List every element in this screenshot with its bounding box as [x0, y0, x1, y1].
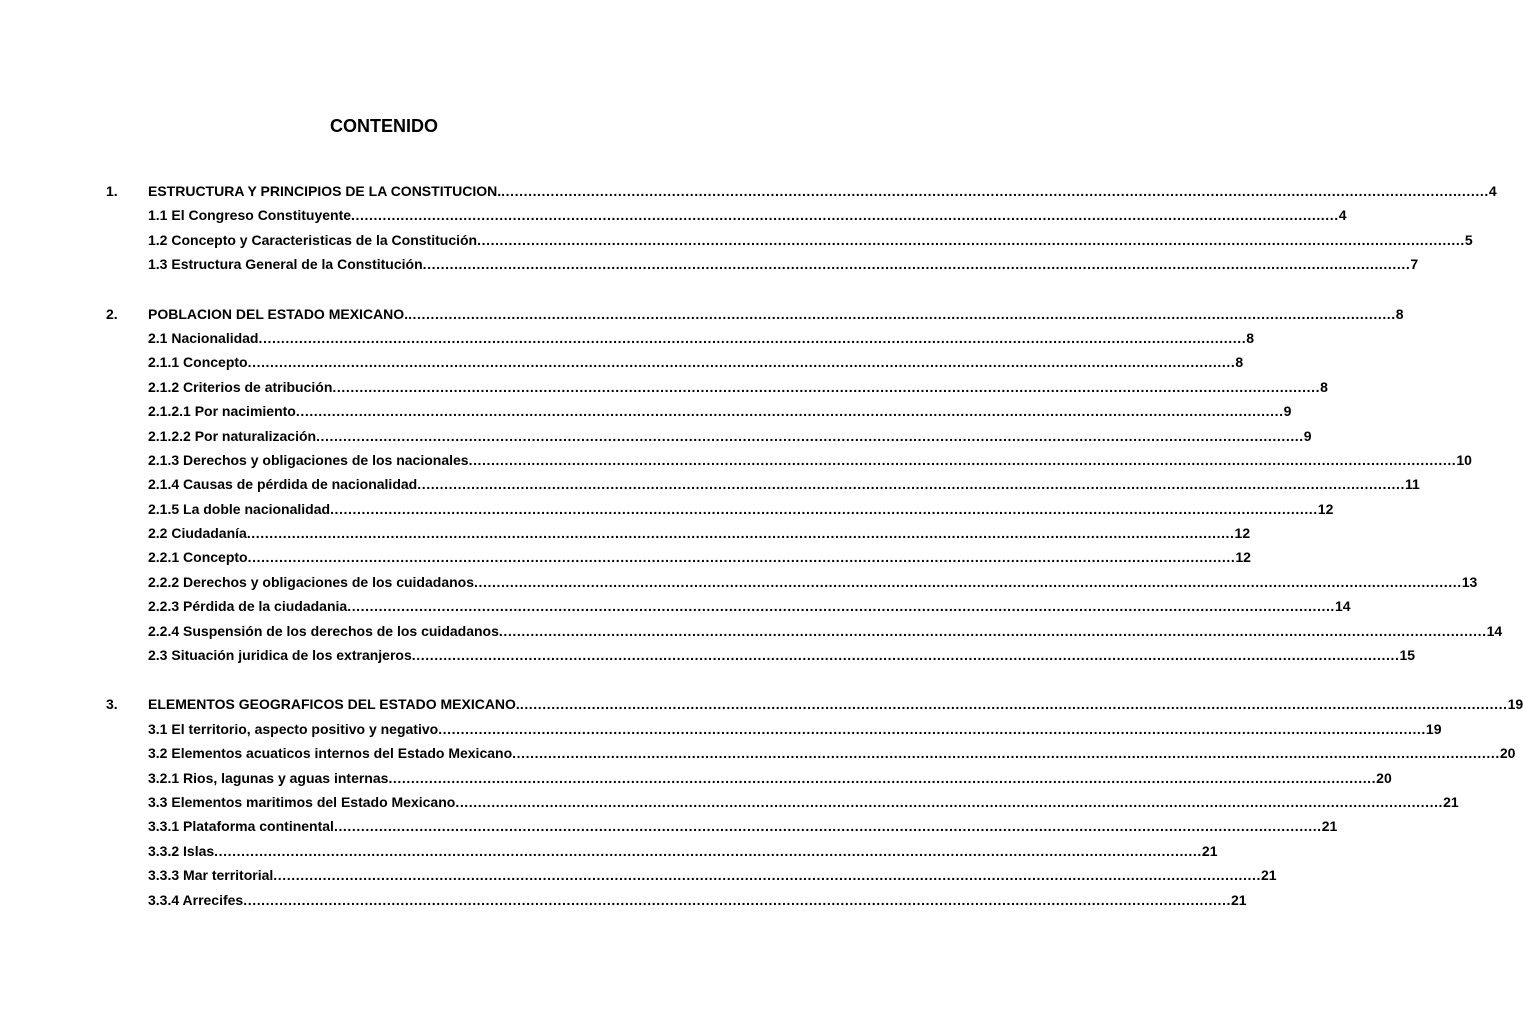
page-number: 15: [1399, 647, 1416, 664]
toc-section-heading: [106, 183, 1497, 207]
dot-leader: ............................................................................................................................................................................................................................: [332, 378, 1321, 395]
toc-entry: [106, 476, 1420, 500]
page-number: 9: [1283, 403, 1292, 420]
entry-label: POBLACION DEL ESTADO MEXICANO.: [148, 305, 409, 322]
entry-label: 2.1.5 La doble nacionalidad: [148, 500, 331, 517]
toc-entry: [106, 720, 1442, 745]
page-number: 8: [1320, 378, 1328, 395]
dot-leader: ............................................................................................................................................................................................................................: [411, 647, 1400, 664]
toc-entry: [106, 403, 1292, 427]
page-number: 8: [1246, 329, 1255, 346]
page-number: 20: [1499, 745, 1516, 762]
entry-label: 1.2 Concepto y Caracteristicas de la Constitución: [148, 231, 478, 248]
section-number: 3.: [106, 696, 118, 713]
toc-entry: [106, 427, 1312, 452]
toc-entry: [106, 867, 1277, 891]
entry-label: 3.3 Elementos maritimos del Estado Mexicano: [148, 793, 456, 810]
toc-entry: [106, 451, 1472, 476]
toc-entry: [106, 256, 1419, 280]
entry-label: 2.2.2 Derechos y obligaciones de los cuidadanos: [148, 573, 474, 590]
dot-leader: ............................................................................................................................................................................................................................: [408, 305, 1396, 322]
page-number: 14: [1334, 598, 1351, 615]
dot-leader: ............................................................................................................................................................................................................................: [247, 354, 1236, 371]
page-number: 21: [1261, 867, 1277, 884]
entry-label: 3.1 El territorio, aspecto positivo y negativo: [148, 720, 439, 737]
toc-entry: [106, 598, 1351, 622]
dot-leader: ............................................................................................................................................................................................................................: [417, 476, 1405, 493]
page-number: 19: [1507, 696, 1523, 713]
toc-section-heading: [106, 305, 1404, 330]
entry-label: 2.1.1 Concepto: [148, 354, 248, 371]
section-number: 1.: [106, 183, 118, 199]
entry-label: 2.2.4 Suspensión de los derechos de los cuidadanos: [148, 622, 499, 639]
dot-leader: ............................................................................................................................................................................................................................: [477, 231, 1465, 248]
entry-label: 2.1.4 Causas de pérdida de nacionalidad: [148, 476, 418, 493]
dot-leader: ............................................................................................................................................................................................................................: [316, 427, 1304, 444]
toc-entry: [106, 573, 1478, 598]
entry-label: 2.2 Ciudadanía: [148, 525, 247, 542]
dot-leader: ............................................................................................................................................................................................................................: [468, 451, 1457, 468]
dot-leader: ............................................................................................................................................................................................................................: [243, 891, 1231, 908]
toc-entry: [106, 622, 1503, 647]
toc-entry: [106, 378, 1328, 403]
page-number: 12: [1234, 525, 1251, 542]
table-of-contents: [106, 183, 1523, 941]
page-title: CONTENIDO: [330, 116, 438, 136]
page-number: 8: [1395, 305, 1404, 322]
dot-leader: ............................................................................................................................................................................................................................: [519, 696, 1508, 713]
page-number: 13: [1461, 573, 1478, 590]
page-number: 19: [1425, 720, 1442, 737]
entry-label: 2.2.1 Concepto: [148, 549, 248, 566]
page-number: 12: [1235, 549, 1251, 566]
page-number: 21: [1321, 818, 1338, 835]
toc-entry: [106, 354, 1244, 378]
toc-section: [106, 696, 1523, 916]
page-number: 9: [1303, 427, 1312, 444]
page-number: 21: [1443, 793, 1459, 810]
toc-entry: [106, 769, 1392, 794]
entry-label: 2.1 Nacionalidad: [148, 329, 259, 346]
dot-leader: ............................................................................................................................................................................................................................: [258, 329, 1247, 346]
page-number: 21: [1201, 842, 1218, 859]
dot-leader: ............................................................................................................................................................................................................................: [347, 598, 1335, 615]
dot-leader: ............................................................................................................................................................................................................................: [498, 622, 1487, 639]
entry-label: 2.1.3 Derechos y obligaciones de los nacionales: [148, 451, 469, 468]
entry-label: 2.1.2 Criterios de atribución: [148, 378, 333, 395]
page-number: 5: [1464, 231, 1473, 248]
entry-label: 2.1.2.1 Por nacimiento: [148, 403, 296, 420]
entry-label: 2.1.2.2 Por naturalización: [148, 427, 317, 444]
page-number: 4: [1488, 183, 1497, 199]
toc-entry: [106, 329, 1255, 354]
entry-label: ELEMENTOS GEOGRAFICOS DEL ESTADO MEXICANO.: [148, 696, 520, 713]
dot-leader: ............................................................................................................................................................................................................................: [246, 525, 1235, 542]
dot-leader: ............................................................................................................................................................................................................................: [388, 769, 1377, 786]
page-number: 20: [1376, 769, 1392, 786]
toc-entry: [106, 525, 1251, 549]
dot-leader: ............................................................................................................................................................................................................................: [501, 183, 1489, 199]
toc-entry: [106, 549, 1251, 573]
toc-entry: [106, 842, 1218, 867]
dot-leader: ............................................................................................................................................................................................................................: [333, 818, 1322, 835]
toc-section: [106, 183, 1497, 281]
toc-entry: [106, 647, 1416, 671]
toc-entry: [106, 207, 1347, 231]
dot-leader: ............................................................................................................................................................................................................................: [273, 867, 1262, 884]
toc-entry: [106, 231, 1473, 256]
entry-label: 3.3.3 Mar territorial: [148, 867, 274, 884]
dot-leader: ............................................................................................................................................................................................................................: [247, 549, 1236, 566]
dot-leader: ............................................................................................................................................................................................................................: [295, 403, 1284, 420]
entry-label: 3.2.1 Rios, lagunas y aguas internas: [148, 769, 389, 786]
entry-label: 1.3 Estructura General de la Constitución: [148, 256, 423, 273]
entry-label: 3.3.4 Arrecifes: [148, 891, 244, 908]
toc-entry: [106, 818, 1338, 842]
toc-entry: [106, 500, 1334, 525]
dot-leader: ............................................................................................................................................................................................................................: [422, 256, 1411, 273]
toc-section: [106, 305, 1503, 672]
section-number: 2.: [106, 305, 118, 322]
dot-leader: ............................................................................................................................................................................................................................: [330, 500, 1318, 517]
toc-entry: [106, 745, 1516, 769]
dot-leader: ............................................................................................................................................................................................................................: [512, 745, 1500, 762]
entry-label: 2.3 Situación juridica de los extranjeros: [148, 647, 412, 664]
entry-label: 3.3.2 Islas: [148, 842, 215, 859]
toc-entry: [106, 793, 1459, 818]
entry-label: 3.3.1 Plataforma continental: [148, 818, 334, 835]
page-number: 4: [1338, 207, 1347, 224]
dot-leader: ............................................................................................................................................................................................................................: [351, 207, 1339, 224]
entry-label: 1.1 El Congreso Constituyente: [148, 207, 352, 224]
entry-label: ESTRUCTURA Y PRINCIPIOS DE LA CONSTITUCION.: [148, 183, 502, 199]
page-number: 21: [1230, 891, 1247, 908]
page-number: 11: [1404, 476, 1420, 493]
entry-label: 3.2 Elementos acuaticos internos del Estado Mexicano: [148, 745, 513, 762]
page-number: 10: [1456, 451, 1472, 468]
page-number: 7: [1410, 256, 1419, 273]
toc-section-heading: [106, 696, 1523, 720]
toc-entry: [106, 891, 1247, 916]
dot-leader: ............................................................................................................................................................................................................................: [455, 793, 1444, 810]
page-number: 8: [1235, 354, 1244, 371]
entry-label: 2.2.3 Pérdida de la ciudadania: [148, 598, 348, 615]
dot-leader: ............................................................................................................................................................................................................................: [438, 720, 1426, 737]
page-number: 14: [1486, 622, 1503, 639]
dot-leader: ............................................................................................................................................................................................................................: [214, 842, 1202, 859]
dot-leader: ............................................................................................................................................................................................................................: [474, 573, 1462, 590]
page-number: 12: [1317, 500, 1334, 517]
